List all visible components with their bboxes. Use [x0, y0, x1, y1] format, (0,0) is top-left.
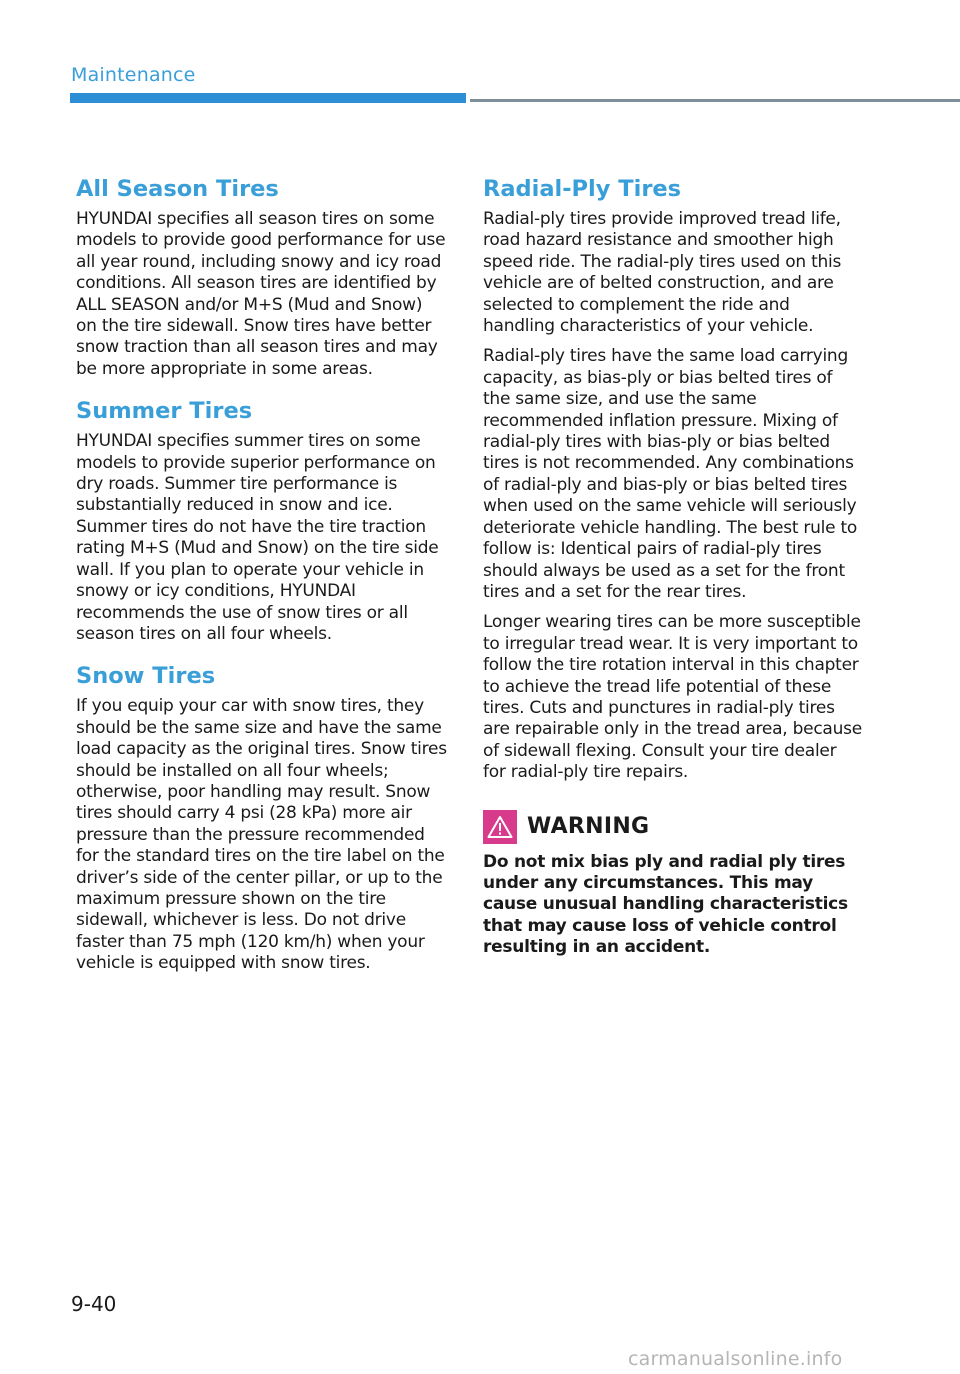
warning-box	[483, 810, 863, 959]
section-summer-tires	[76, 398, 448, 645]
body-paragraph: HYUNDAI specifies summer tires on some models to provide superior performance on dry roads. Summer tire performance is substantially reduced in snow and ice. Summer tires do not have the tire traction rating M+S (Mud and Snow) on the tire side wall. If you plan to operate your vehicle in snowy or icy conditions, HYUNDAI recommends the use of snow tires or all season tires on all four wheels.	[76, 431, 439, 644]
section-heading: All Season Tires	[76, 176, 279, 202]
running-header: Maintenance	[71, 64, 196, 86]
page-number: 9-40	[71, 1292, 117, 1316]
header-rule-blue	[70, 93, 466, 103]
warning-triangle-icon	[483, 810, 517, 844]
left-column	[76, 176, 448, 993]
section-heading: Radial-Ply Tires	[483, 176, 682, 202]
warning-text: Do not mix bias ply and radial ply tires under any circumstances. This may cause unusual handling characteristics that may cause loss of vehicle control resulting in an accident.	[483, 851, 848, 958]
warning-header	[483, 810, 863, 844]
section-all-season-tires	[76, 176, 448, 380]
body-paragraph: Radial-ply tires provide improved tread life, road hazard resistance and smoother high speed ride. The radial-ply tires used on this vehicle are of belted construction, and are selected to complement the ride and handling characteristics of your vehicle.	[483, 209, 842, 337]
header-rule-gray	[470, 99, 960, 102]
section-snow-tires	[76, 663, 448, 974]
body-paragraph: If you equip your car with snow tires, they should be the same size and have the same load capacity as the original tires. Snow tires should be installed on all four wheels; otherwise, poor handling may result. Snow tires should carry 4 psi (28 kPa) more air pressure than the pressure recommended for the standard tires on the tire label on the driver’s side of the center pillar, or up to the maximum pressure shown on the tire sidewall, whichever is less. Do not drive faster than 75 mph (120 km/h) when your vehicle is equipped with snow tires.	[76, 696, 447, 974]
watermark-link[interactable]: carmanualsonline.info	[628, 1348, 843, 1370]
body-paragraph: HYUNDAI specifies all season tires on some models to provide good performance for use all year round, including snowy and icy road conditions. All season tires are identified by ALL SEASON and/or M+S (Mud and Snow) on the tire sidewall. Snow tires have better snow traction than all season tires and may be more appropriate in some areas.	[76, 209, 446, 379]
section-heading: Summer Tires	[76, 398, 253, 425]
body-paragraph: Radial-ply tires have the same load carrying capacity, as bias-ply or bias belted tires of the same size, and use the same recommended inflation pressure. Mixing of radial-ply tires with bias-ply or bias belted tires is not recommended. Any combinations of radial-ply and bias-ply or bias belted tires when used on the same vehicle will seriously deteriorate vehicle handling. The best rule to follow is: Identical pairs of radial-ply tires should always be used as a set for the front tires and a set for the rear tires.	[483, 346, 858, 602]
section-radial-ply-tires	[483, 176, 863, 784]
section-heading: Snow Tires	[76, 663, 216, 690]
right-column	[483, 176, 863, 968]
warning-label: WARNING	[527, 814, 650, 840]
body-paragraph: Longer wearing tires can be more susceptible to irregular tread wear. It is very important to follow the tire rotation interval in this chapter to achieve the tread life potential of these tires. Cuts and punctures in radial-ply tires are repairable only in the tread area, because of sidewall flexing. Consult your tire dealer for radial-ply tire repairs.	[483, 612, 862, 783]
